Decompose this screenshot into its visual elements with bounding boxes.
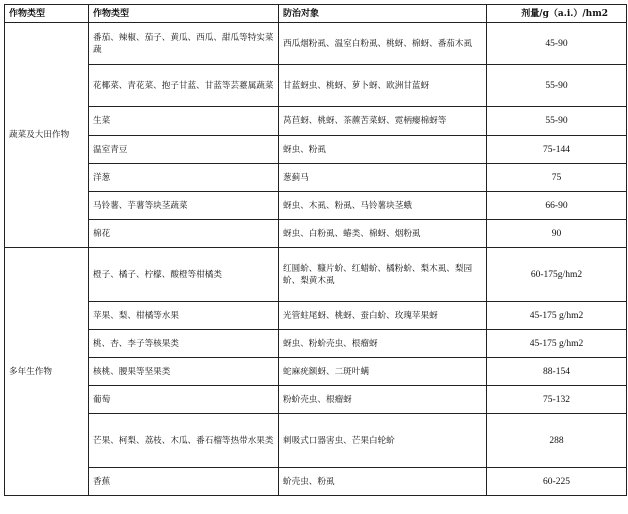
header-dose: 剂量/g（a.i.）/hm2 <box>487 5 627 23</box>
target-cell: 蛇麻疣额蚜、二斑叶螨 <box>279 358 487 386</box>
table-row <box>5 220 627 248</box>
pesticide-dosage-table <box>4 4 627 496</box>
crop-cell: 棉花 <box>89 220 279 248</box>
crop-cell: 洋葱 <box>89 164 279 192</box>
table-row <box>5 107 627 136</box>
target-cell: 红圆蚧、糠片蚧、红蜡蚧、橘粉蚧、梨木虱、梨园蚧、梨黄木虱 <box>279 248 487 302</box>
crop-cell: 温室青豆 <box>89 136 279 164</box>
target-cell: 甘蓝蚜虫、桃蚜、萝卜蚜、欧洲甘蓝蚜 <box>279 65 487 107</box>
dose-cell: 75 <box>487 164 627 192</box>
header-row <box>5 5 627 23</box>
dose-cell: 90 <box>487 220 627 248</box>
table-row <box>5 65 627 107</box>
table-row <box>5 330 627 358</box>
crop-cell: 番茄、辣椒、茄子、黄瓜、西瓜、甜瓜等特实菜蔬 <box>89 23 279 65</box>
crop-cell: 香蕉 <box>89 468 279 496</box>
table-row <box>5 414 627 468</box>
target-cell: 蚜虫、粉虱 <box>279 136 487 164</box>
table-row <box>5 164 627 192</box>
target-cell: 刺吸式口器害虫、芒果白轮蚧 <box>279 414 487 468</box>
dose-cell: 88-154 <box>487 358 627 386</box>
table-row <box>5 386 627 414</box>
crop-cell: 核桃、腰果等坚果类 <box>89 358 279 386</box>
crop-cell: 马铃薯、芋薯等块茎蔬菜 <box>89 192 279 220</box>
crop-cell: 苹果、梨、柑橘等水果 <box>89 302 279 330</box>
table-row <box>5 136 627 164</box>
table-row <box>5 248 627 302</box>
dose-cell: 45-90 <box>487 23 627 65</box>
dose-cell: 55-90 <box>487 107 627 136</box>
target-cell: 蚜虫、粉蚧壳虫、根瘤蚜 <box>279 330 487 358</box>
crop-cell: 花椰菜、青花菜、抱子甘蓝、甘蓝等芸薹属蔬菜 <box>89 65 279 107</box>
crop-cell: 桃、杏、李子等核果类 <box>89 330 279 358</box>
target-cell: 蚧壳虫、粉虱 <box>279 468 487 496</box>
target-cell: 光管蛀尾蚜、桃蚜、蚕白蚧、玫瑰苹果蚜 <box>279 302 487 330</box>
crop-cell: 生菜 <box>89 107 279 136</box>
crop-cell: 橙子、橘子、柠檬、酸橙等柑橘类 <box>89 248 279 302</box>
target-cell: 莴苣蚜、桃蚜、茶藨苦菜蚜、霓柄瘿棉蚜等 <box>279 107 487 136</box>
target-cell: 葱蓟马 <box>279 164 487 192</box>
target-cell: 粉蚧壳虫、根瘤蚜 <box>279 386 487 414</box>
target-cell: 蚜虫、白粉虱、蝽类、棉蚜、烟粉虱 <box>279 220 487 248</box>
table-row <box>5 358 627 386</box>
dose-cell: 45-175 g/hm2 <box>487 302 627 330</box>
table-row <box>5 192 627 220</box>
dose-cell: 60-175g/hm2 <box>487 248 627 302</box>
header-crop: 作物类型 <box>89 5 279 23</box>
dose-cell: 75-144 <box>487 136 627 164</box>
dose-cell: 55-90 <box>487 65 627 107</box>
category-cell: 蔬菜及大田作物 <box>5 23 89 248</box>
table-row <box>5 23 627 65</box>
header-target: 防治对象 <box>279 5 487 23</box>
crop-cell: 芒果、柯梨、荔枝、木瓜、番石榴等热带水果类 <box>89 414 279 468</box>
target-cell: 蚜虫、木虱、粉虱、马铃薯块茎蛾 <box>279 192 487 220</box>
crop-cell: 葡萄 <box>89 386 279 414</box>
dose-cell: 288 <box>487 414 627 468</box>
table-row <box>5 302 627 330</box>
dose-cell: 60-225 <box>487 468 627 496</box>
dose-cell: 75-132 <box>487 386 627 414</box>
table-row <box>5 468 627 496</box>
dose-cell: 66-90 <box>487 192 627 220</box>
category-cell: 多年生作物 <box>5 248 89 496</box>
dose-cell: 45-175 g/hm2 <box>487 330 627 358</box>
header-category: 作物类型 <box>5 5 89 23</box>
target-cell: 西瓜烟粉虱、温室白粉虱、桃蚜、棉蚜、番茄木虱 <box>279 23 487 65</box>
